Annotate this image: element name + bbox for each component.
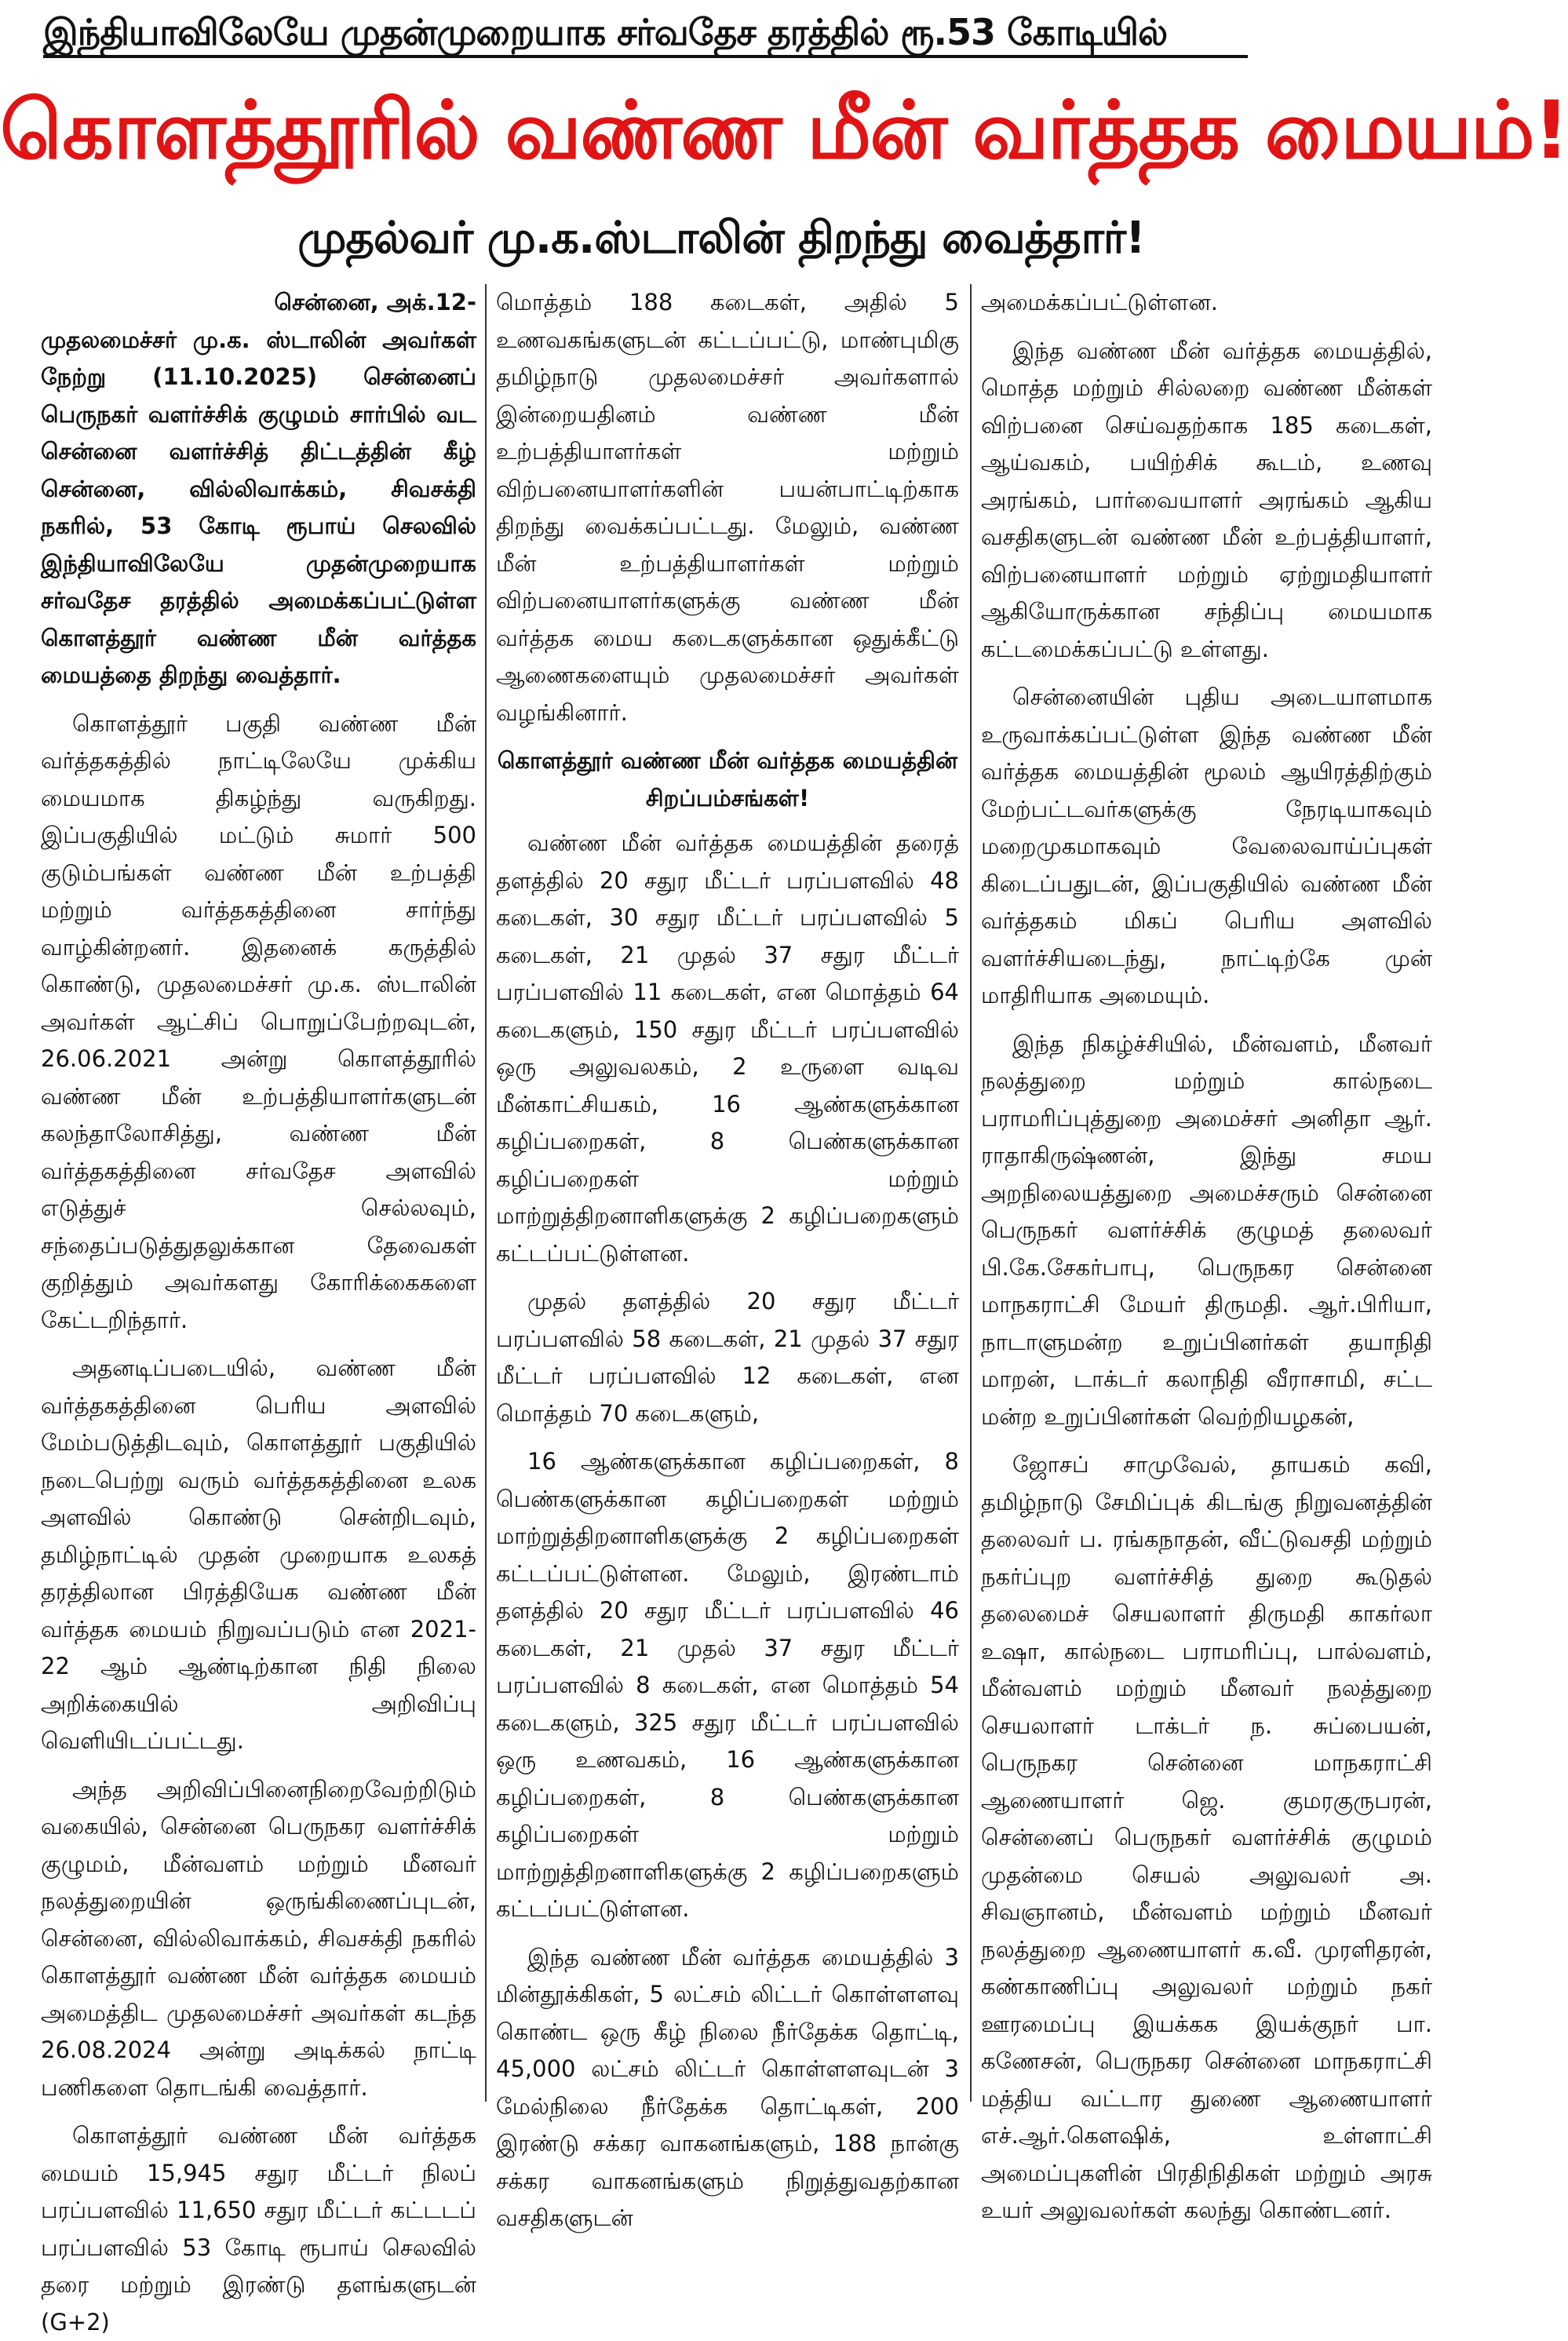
article-column-2	[496, 284, 959, 2231]
dateline: சென்னை, அக்.12-	[274, 289, 476, 315]
kicker-line: இந்தியாவிலேயே முதன்முறையாக சர்வதேச தரத்தில் ரூ.53 கோடியில்	[43, 6, 1248, 58]
column-divider	[485, 284, 487, 2102]
lead-paragraph: முதலமைச்சர் மு.க. ஸ்டாலின் அவர்கள் நேற்று (11.10.2025) சென்னைப் பெருநகர் வளர்ச்சிக் குழுமம் சார்பில் வட சென்னை வளர்ச்சித் திட்டத்தின் கீழ் சென்னை, வில்லிவாக்கம், சிவசக்தி நகரில், 53 கோடி ரூபாய் செலவில் இந்தியாவிலேயே முதன்முறையாக சர்வதேச தரத்தில் அமைக்கப்பட்டுள்ள கொளத்தூர் வண்ண மீன் வர்த்தக மையத்தை திறந்து வைத்தார்.	[41, 326, 476, 688]
section-subtitle: கொளத்தூர் வண்ண மீன் வர்த்தக மையத்தின் சிறப்பம்சங்கள்!	[497, 747, 958, 811]
article-column-3	[981, 284, 1432, 2223]
body-paragraph: முதல் தளத்தில் 20 சதுர மீட்டர் பரப்பளவில் 58 கடைகள், 21 முதல் 37 சதுர மீட்டர் பரப்பளவில் 12 கடைகள், என மொத்தம் 70 கடைகளும்,	[496, 1288, 959, 1427]
body-paragraph: ஜோசப் சாமுவேல், தாயகம் கவி, தமிழ்நாடு சேமிப்புக் கிடங்கு நிறுவனத்தின் தலைவர் ப. ரங்கநாதன், வீட்டுவசதி மற்றும் நகர்ப்புற வளர்ச்சித் துறை கூடுதல் தலைமைச் செயலாளர் திருமதி காகர்லா உஷா, கால்நடை பராமரிப்பு, பால்வளம், மீன்வளம் மற்றும் மீனவர் நலத்துறை செயலாளர் டாக்டர் ந. சுப்பையன், பெருநகர சென்னை மாநகராட்சி ஆணையாளர் ஜெ. குமரகுருபரன், சென்னைப் பெருநகர் வளர்ச்சிக் குழுமம் முதன்மை செயல் அலுவலர் அ. சிவஞானம், மீன்வளம் மற்றும் மீனவர் நலத்துறை ஆணையாளர் க.வீ. முரளிதரன், கண்காணிப்பு அலுவலர் மற்றும் நகர் ஊரமைப்பு இயக்கக இயக்குநர் பா. கணேசன், பெருநகர சென்னை மாநகராட்சி மத்திய வட்டார துணை ஆணையாளர் எச்.ஆர்.கௌஷிக், உள்ளாட்சி அமைப்புகளின் பிரதிநிதிகள் மற்றும் அரசு உயர் அலுவலர்கள் கலந்து கொண்டனர்.	[981, 1451, 1432, 2223]
body-paragraph: இந்த நிகழ்ச்சியில், மீன்வளம், மீனவர் நலத்துறை மற்றும் கால்நடை பராமரிப்புத்துறை அமைச்சர் அனிதா ஆர். ராதாகிருஷ்ணன், இந்து சமய அறநிலையத்துறை அமைச்சரும் சென்னை பெருநகர் வளர்ச்சிக் குழுமத் தலைவர் பி.கே.சேகர்பாபு, பெருநகர சென்னை மாநகராட்சி மேயர் திருமதி. ஆர்.பிரியா, நாடாளுமன்ற உறுப்பினர்கள் தயாநிதி மாறன், டாக்டர் கலாநிதி வீராசாமி, சட்ட மன்ற உறுப்பினர்கள் வெற்றியழகன்,	[981, 1030, 1432, 1430]
body-paragraph: கொளத்தூர் வண்ண மீன் வர்த்தக மையம் 15,945 சதுர மீட்டர் நிலப் பரப்பளவில் 11,650 சதுர மீட்டர் கட்டடப் பரப்பளவில் 53 கோடி ரூபாய் செலவில் தரை மற்றும் இரண்டு தளங்களுடன் (G+2)	[41, 2122, 476, 2336]
body-paragraph: மொத்தம் 188 கடைகள், அதில் 5 உணவகங்களுடன் கட்டப்பட்டு, மாண்புமிகு தமிழ்நாடு முதலமைச்சர் அவர்களால் இன்றையதினம் வண்ண மீன் உற்பத்தியாளர்கள் மற்றும் விற்பனையாளர்களின் பயன்பாட்டிற்காக திறந்து வைக்கப்பட்டது. மேலும், வண்ண மீன் உற்பத்தியாளர்கள் மற்றும் விற்பனையாளர்களுக்கு வண்ண மீன் வர்த்தக மைய கடைகளுக்கான ஒதுக்கீட்டு ஆணைகளையும் முதலமைச்சர் அவர்கள் வழங்கினார்.	[496, 289, 959, 726]
body-paragraph: கொளத்தூர் பகுதி வண்ண மீன் வர்த்தகத்தில் நாட்டிலேயே முக்கிய மையமாக திகழ்ந்து வருகிறது. இப்பகுதியில் மட்டும் சுமார் 500 குடும்பங்கள் வண்ண மீன் உற்பத்தி மற்றும் வர்த்தகத்தினை சார்ந்து வாழ்கின்றனர். இதனைக் கருத்தில் கொண்டு, முதலமைச்சர் மு.க. ஸ்டாலின் அவர்கள் ஆட்சிப் பொறுப்பேற்றவுடன், 26.06.2021 அன்று கொளத்தூரில் வண்ண மீன் உற்பத்தியாளர்களுடன் கலந்தாலோசித்து, வண்ண மீன் வர்த்தகத்தினை சர்வதேச அளவில் எடுத்துச் செல்லவும், சந்தைப்படுத்துதலுக்கான தேவைகள் குறித்தும் அவர்களது கோரிக்கைகளை கேட்டறிந்தார்.	[41, 709, 476, 1333]
body-paragraph: அமைக்கப்பட்டுள்ளன.	[981, 289, 1218, 315]
body-paragraph: வண்ண மீன் வர்த்தக மையத்தின் தரைத் தளத்தில் 20 சதுர மீட்டர் பரப்பளவில் 48 கடைகள், 30 சதுர மீட்டர் பரப்பளவில் 5 கடைகள், 21 முதல் 37 சதுர மீட்டர் பரப்பளவில் 11 கடைகள், என மொத்தம் 64 கடைகளும், 150 சதுர மீட்டர் பரப்பளவில் ஒரு அலுவலகம், 2 உருளை வடிவ மீன்காட்சியகம், 16 ஆண்களுக்கான கழிப்பறைகள், 8 பெண்களுக்கான கழிப்பறைகள் மற்றும் மாற்றுத்திறனாளிகளுக்கு 2 கழிப்பறைகளும் கட்டப்பட்டுள்ளன.	[496, 830, 959, 1267]
body-paragraph: 16 ஆண்களுக்கான கழிப்பறைகள், 8 பெண்களுக்கான கழிப்பறைகள் மற்றும் மாற்றுத்திறனாளிகளுக்கு 2 கழிப்பறைகள் கட்டப்பட்டுள்ளன. மேலும், இரண்டாம் தளத்தில் 20 சதுர மீட்டர் பரப்பளவில் 46 கடைகள், 21 முதல் 37 சதுர மீட்டர் பரப்பளவில் 8 கடைகள், என மொத்தம் 54 கடைகளும், 325 சதுர மீட்டர் பரப்பளவில் ஒரு உணவகம், 16 ஆண்களுக்கான கழிப்பறைகள், 8 பெண்களுக்கான கழிப்பறைகள் மற்றும் மாற்றுத்திறனாளிகளுக்கு 2 கழிப்பறைகளும் கட்டப்பட்டுள்ளன.	[496, 1448, 959, 1922]
headline: கொளத்தூரில் வண்ண மீன் வர்த்தக மையம்!	[0, 84, 1568, 177]
body-paragraph: சென்னையின் புதிய அடையாளமாக உருவாக்கப்பட்டுள்ள இந்த வண்ண மீன் வர்த்தக மையத்தின் மூலம் ஆயிரத்திற்கும் மேற்பட்டவர்களுக்கு நேரடியாகவும் மறைமுகமாகவும் வேலைவாய்ப்புகள் கிடைப்பதுடன், இப்பகுதியில் வண்ண மீன் வர்த்தகம் மிகப் பெரிய அளவில் வளர்ச்சியடைந்து, நாட்டிற்கே முன் மாதிரியாக அமையும்.	[981, 684, 1432, 1008]
column-divider	[970, 284, 972, 2102]
article-column-1	[41, 284, 476, 2336]
body-paragraph: இந்த வண்ண மீன் வர்த்தக மையத்தில் 3 மின்தூக்கிகள், 5 லட்சம் லிட்டர் கொள்ளளவு கொண்ட ஒரு கீழ் நிலை நீர்தேக்க தொட்டி, 45,000 லட்சம் லிட்டர் கொள்ளளவுடன் 3 மேல்நிலை நீர்தேக்க தொட்டிகள், 200 இரண்டு சக்கர வாகனங்களும், 188 நான்கு சக்கர வாகனங்களும் நிறுத்துவதற்கான வசதிகளுடன்	[496, 1943, 959, 2231]
body-paragraph: அதனடிப்படையில், வண்ண மீன் வர்த்தகத்தினை பெரிய அளவில் மேம்படுத்திடவும், கொளத்தூர் பகுதியில் நடைபெற்று வரும் வர்த்தகத்தினை உலக அளவில் கொண்டு சென்றிடவும், தமிழ்நாட்டில் முதன் முறையாக உலகத் தரத்திலான பிரத்தியேக வண்ண மீன் வர்த்தக மையம் நிறுவப்படும் என 2021-22 ஆம் ஆண்டிற்கான நிதி நிலை அறிக்கையில் அறிவிப்பு வெளியிடப்பட்டது.	[41, 1355, 476, 1754]
subheadline: முதல்வர் மு.க.ஸ்டாலின் திறந்து வைத்தார்!	[297, 213, 1145, 264]
body-paragraph: அந்த அறிவிப்பினைநிறைவேற்றிடும் வகையில், சென்னை பெருநகர வளர்ச்சிக் குழுமம், மீன்வளம் மற்றும் மீனவர் நலத்துறையின் ஒருங்கிணைப்புடன், சென்னை, வில்லிவாக்கம், சிவசக்தி நகரில் கொளத்தூர் வண்ண மீன் வர்த்தக மையம் அமைத்திட முதலமைச்சர் அவர்கள் கடந்த 26.08.2024 அன்று அடிக்கல் நாட்டி பணிகளை தொடங்கி வைத்தார்.	[41, 1775, 476, 2101]
body-paragraph: இந்த வண்ண மீன் வர்த்தக மையத்தில், மொத்த மற்றும் சில்லறை வண்ண மீன்கள் விற்பனை செய்வதற்காக 185 கடைகள், ஆய்வகம், பயிற்சிக் கூடம், உணவு அரங்கம், பார்வையாளர் அரங்கம் ஆகிய வசதிகளுடன் வண்ண மீன் உற்பத்தியாளர், விற்பனையாளர் மற்றும் ஏற்றுமதியாளர் ஆகியோருக்கான சந்திப்பு மையமாக கட்டமைக்கப்பட்டு உள்ளது.	[981, 337, 1432, 662]
